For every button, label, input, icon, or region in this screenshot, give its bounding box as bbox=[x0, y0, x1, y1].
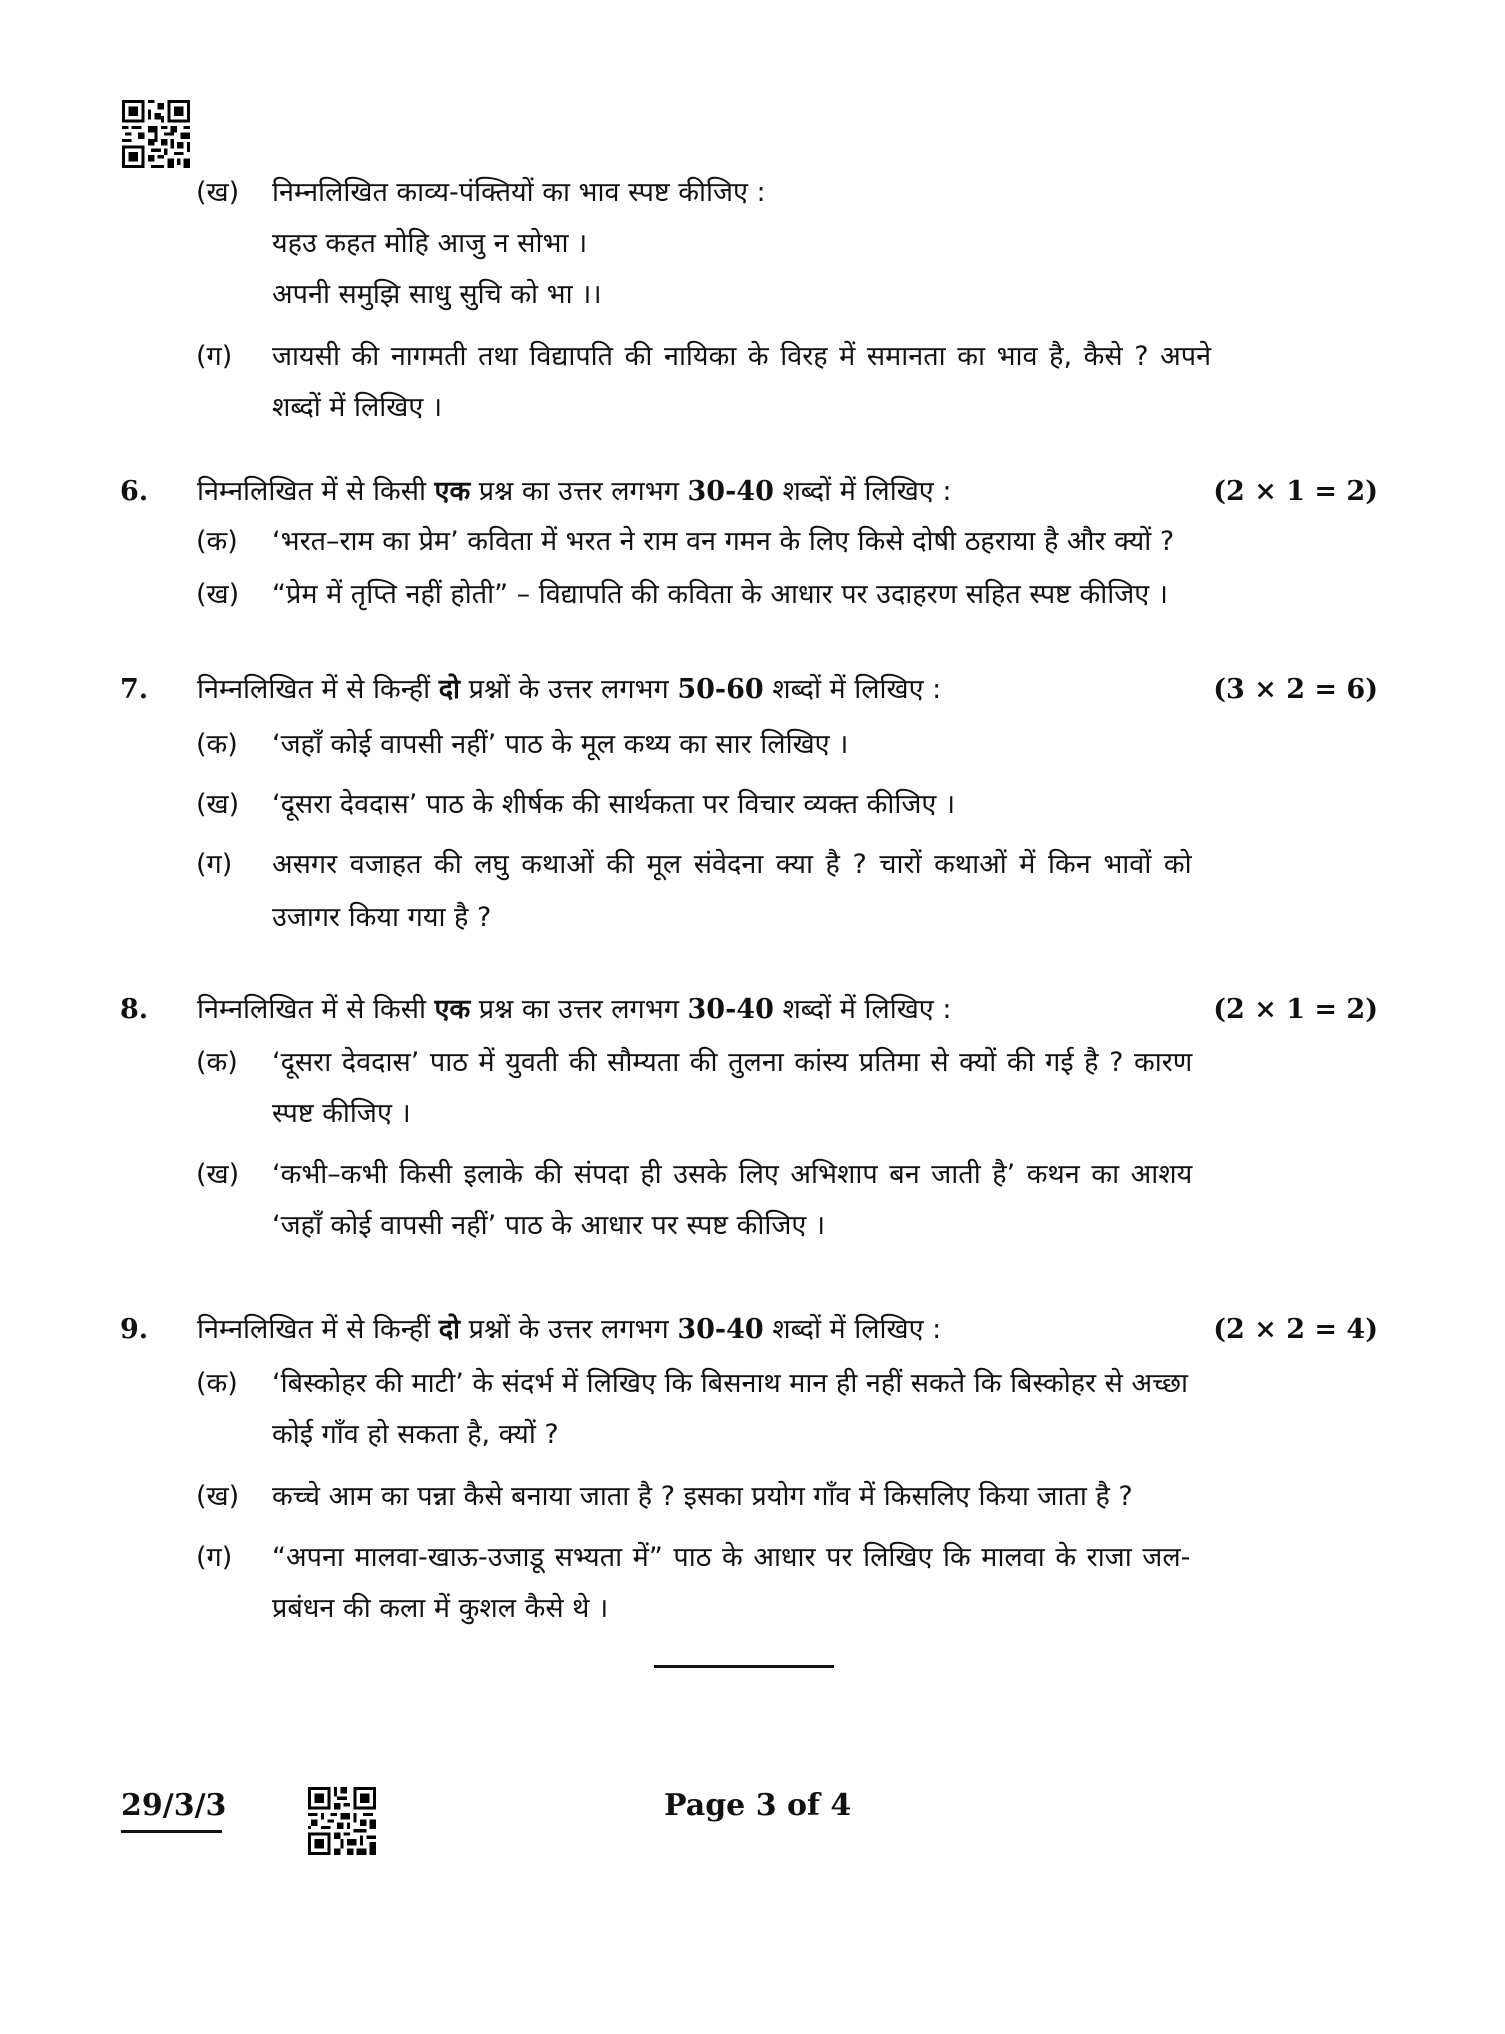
part-label: (ख) bbox=[196, 1159, 240, 1190]
marks-allocation: (3 × 2 = 6) bbox=[1213, 674, 1378, 705]
q5-ga-text-line-1: जायसी की नागमती तथा विद्यापति की नायिका के विरह में समानता का भाव है, कैसे ? अपने bbox=[272, 341, 1212, 372]
question-number: 8. bbox=[120, 994, 149, 1025]
part-text: ‘जहाँ कोई वापसी नहीं’ पाठ के मूल कथ्य का सार लिखिए । bbox=[272, 729, 849, 760]
word-limit: 30-40 bbox=[687, 994, 774, 1025]
instruction-count: एक bbox=[434, 476, 471, 507]
paper-code: 29/3/3 bbox=[121, 1788, 227, 1823]
question-number: 6. bbox=[120, 476, 149, 507]
part-text: ‘कभी–कभी किसी इलाके की संपदा ही उसके लिए अभिशाप बन जाती है’ कथन का आशय bbox=[272, 1159, 1193, 1190]
part-label: (क) bbox=[196, 1047, 238, 1078]
qr-code-icon bbox=[308, 1787, 376, 1855]
instruction-count: दो bbox=[438, 1314, 461, 1345]
instruction-count: दो bbox=[438, 674, 461, 705]
instruction-text: निम्नलिखित में से किन्हीं bbox=[197, 674, 439, 705]
word-limit: 30-40 bbox=[687, 476, 774, 507]
instruction-text: निम्नलिखित में से किन्हीं bbox=[197, 1314, 439, 1345]
question-number: 9. bbox=[120, 1314, 149, 1345]
part-text: उजागर किया गया है ? bbox=[272, 902, 492, 933]
part-label: (ख) bbox=[196, 579, 240, 610]
question-instruction bbox=[197, 472, 951, 512]
instruction-text: शब्दों में लिखिए : bbox=[763, 1314, 942, 1345]
part-label: (क) bbox=[196, 1368, 238, 1399]
instruction-text: प्रश्नों के उत्तर लगभग bbox=[460, 674, 678, 705]
question-instruction bbox=[197, 1310, 941, 1350]
part-text: ‘जहाँ कोई वापसी नहीं’ पाठ के आधार पर स्पष्ट कीजिए । bbox=[272, 1210, 826, 1241]
part-text: असगर वजाहत की लघु कथाओं की मूल संवेदना क्या है ? चारों कथाओं में किन भावों को bbox=[272, 849, 1192, 880]
part-text: ‘दूसरा देवदास’ पाठ के शीर्षक की सार्थकता पर विचार व्यक्त कीजिए । bbox=[272, 789, 956, 820]
instruction-text: शब्दों में लिखिए : bbox=[763, 674, 942, 705]
instruction-text: शब्दों में लिखिए : bbox=[773, 476, 952, 507]
part-text: ‘भरत–राम का प्रेम’ कविता में भरत ने राम वन गमन के लिए किसे दोषी ठहराया है और क्यों ? bbox=[272, 526, 1175, 557]
part-text: “प्रेम में तृप्ति नहीं होती” – विद्यापति की कविता के आधार पर उदाहरण सहित स्पष्ट कीजिए । bbox=[272, 579, 1169, 610]
question-number: 7. bbox=[120, 674, 149, 705]
instruction-text: प्रश्नों के उत्तर लगभग bbox=[460, 1314, 678, 1345]
word-limit: 30-40 bbox=[677, 1314, 764, 1345]
section-divider bbox=[654, 1665, 834, 1668]
instruction-text: प्रश्न का उत्तर लगभग bbox=[470, 476, 688, 507]
part-text: कोई गाँव हो सकता है, क्यों ? bbox=[272, 1419, 559, 1450]
verse-line-1: यहउ कहत मोहि आजु न सोभा । bbox=[272, 228, 588, 259]
marks-allocation: (2 × 1 = 2) bbox=[1213, 994, 1378, 1025]
part-label: (क) bbox=[196, 729, 238, 760]
q5-kha-text: निम्नलिखित काव्य-पंक्तियों का भाव स्पष्ट कीजिए : bbox=[272, 177, 766, 208]
part-text: ‘दूसरा देवदास’ पाठ में युवती की सौम्यता की तुलना कांस्य प्रतिमा से क्यों की गई है ? कारण bbox=[272, 1047, 1193, 1078]
part-text: कच्चे आम का पन्ना कैसे बनाया जाता है ? इसका प्रयोग गाँव में किसलिए किया जाता है ? bbox=[272, 1481, 1133, 1512]
q5-kha-label: (ख) bbox=[196, 177, 240, 208]
verse-line-2: अपनी समुझि साधु सुचि को भा ।। bbox=[272, 279, 602, 310]
instruction-text: प्रश्न का उत्तर लगभग bbox=[470, 994, 688, 1025]
marks-allocation: (2 × 2 = 4) bbox=[1213, 1314, 1378, 1345]
instruction-count: एक bbox=[434, 994, 471, 1025]
part-label: (क) bbox=[196, 526, 238, 557]
part-label: (ग) bbox=[196, 849, 233, 880]
part-text: स्पष्ट कीजिए । bbox=[272, 1098, 411, 1129]
page-indicator: Page 3 of 4 bbox=[664, 1788, 852, 1823]
word-limit: 50-60 bbox=[677, 674, 764, 705]
part-label: (ग) bbox=[196, 1542, 233, 1573]
qr-code-icon bbox=[122, 100, 190, 168]
part-text: प्रबंधन की कला में कुशल कैसे थे । bbox=[272, 1593, 609, 1624]
marks-allocation: (2 × 1 = 2) bbox=[1213, 476, 1378, 507]
instruction-text: शब्दों में लिखिए : bbox=[773, 994, 952, 1025]
instruction-text: निम्नलिखित में से किसी bbox=[197, 994, 435, 1025]
paper-code-underline bbox=[121, 1830, 222, 1833]
part-label: (ख) bbox=[196, 1481, 240, 1512]
question-instruction bbox=[197, 670, 941, 710]
part-text: ‘बिस्कोहर की माटी’ के संदर्भ में लिखिए कि बिसनाथ मान ही नहीं सकते कि बिस्कोहर से अच्छा bbox=[272, 1368, 1188, 1399]
q5-ga-label: (ग) bbox=[196, 341, 233, 372]
question-instruction bbox=[197, 990, 951, 1030]
q5-ga-text-line-2: शब्दों में लिखिए । bbox=[272, 392, 443, 423]
instruction-text: निम्नलिखित में से किसी bbox=[197, 476, 435, 507]
part-text: “अपना मालवा-खाऊ-उजाडू सभ्यता में” पाठ के आधार पर लिखिए कि मालवा के राजा जल- bbox=[272, 1542, 1191, 1573]
part-label: (ख) bbox=[196, 789, 240, 820]
